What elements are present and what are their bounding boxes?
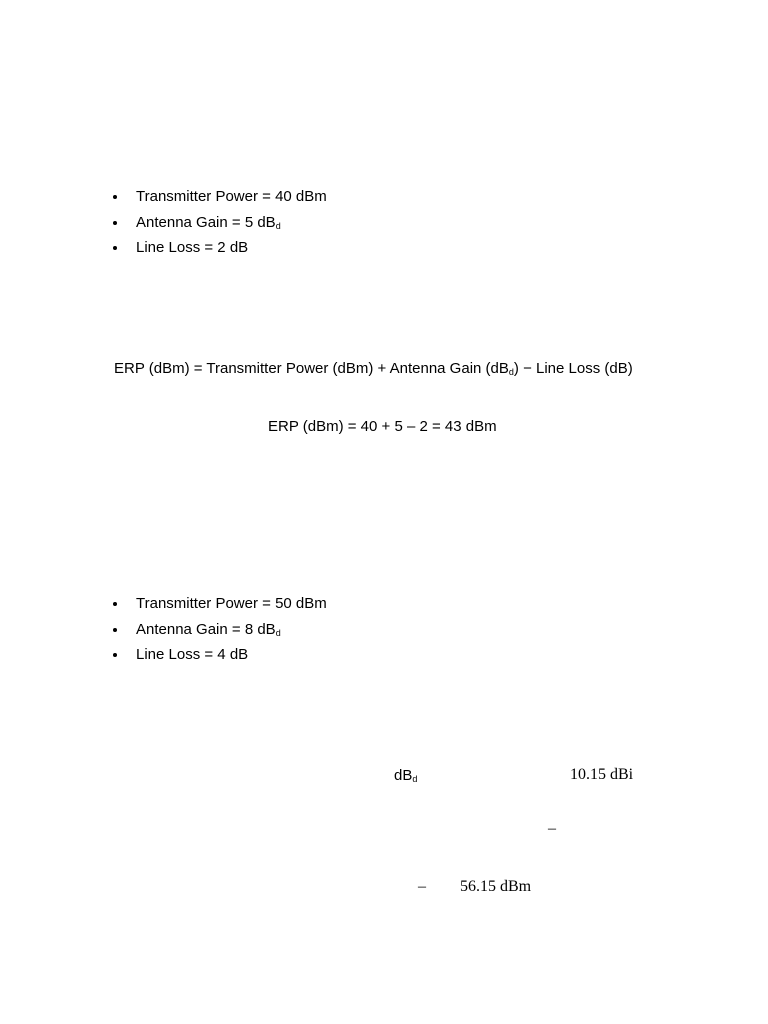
list-item-text: Line Loss = 4 dB bbox=[136, 646, 249, 663]
bullet-icon bbox=[113, 602, 117, 606]
parameters-list-1 bbox=[112, 189, 327, 266]
dash-text: – bbox=[548, 820, 556, 837]
unit-dbd bbox=[394, 768, 417, 783]
unit-text: dB bbox=[394, 767, 413, 784]
parameters-list-2 bbox=[112, 596, 327, 673]
list-item bbox=[112, 622, 327, 648]
result-text: 56.15 dBm bbox=[460, 878, 532, 895]
list-item bbox=[112, 647, 327, 673]
list-item bbox=[112, 596, 327, 622]
bullet-icon bbox=[113, 195, 117, 199]
list-item bbox=[112, 215, 327, 241]
list-item-text: Transmitter Power = 50 dBm bbox=[136, 595, 327, 612]
bullet-icon bbox=[113, 221, 117, 225]
dash-text: – bbox=[418, 878, 426, 895]
list-item bbox=[112, 240, 327, 266]
formula-part-1: ERP (dBm) = Transmitter Power (dBm) + Antenna Gain (dB bbox=[114, 360, 509, 377]
list-item-text: Antenna Gain = 5 dB bbox=[136, 213, 276, 231]
erp-formula bbox=[114, 361, 633, 376]
erp-example bbox=[268, 419, 497, 434]
list-item bbox=[112, 189, 327, 215]
dbi-text: 10.15 dBi bbox=[570, 766, 634, 783]
bullet-icon bbox=[113, 653, 117, 657]
bullet-icon bbox=[113, 246, 117, 250]
list-item-text: Line Loss = 2 dB bbox=[136, 239, 249, 256]
list-item-text: Transmitter Power = 40 dBm bbox=[136, 188, 327, 205]
subscript: d bbox=[508, 367, 514, 377]
formula-part-2: ) − Line Loss (dB) bbox=[513, 360, 633, 377]
subscript: d bbox=[275, 220, 281, 231]
dash-fragment bbox=[548, 821, 556, 837]
result-value bbox=[460, 879, 531, 895]
bullet-icon bbox=[113, 628, 117, 632]
example-text: ERP (dBm) = 40 + 5 – 2 = 43 dBm bbox=[268, 418, 497, 435]
dash-fragment bbox=[418, 879, 426, 895]
subscript: d bbox=[275, 627, 281, 638]
dbi-value bbox=[570, 767, 633, 783]
list-item-text: Antenna Gain = 8 dB bbox=[136, 620, 276, 638]
subscript: d bbox=[412, 774, 418, 784]
